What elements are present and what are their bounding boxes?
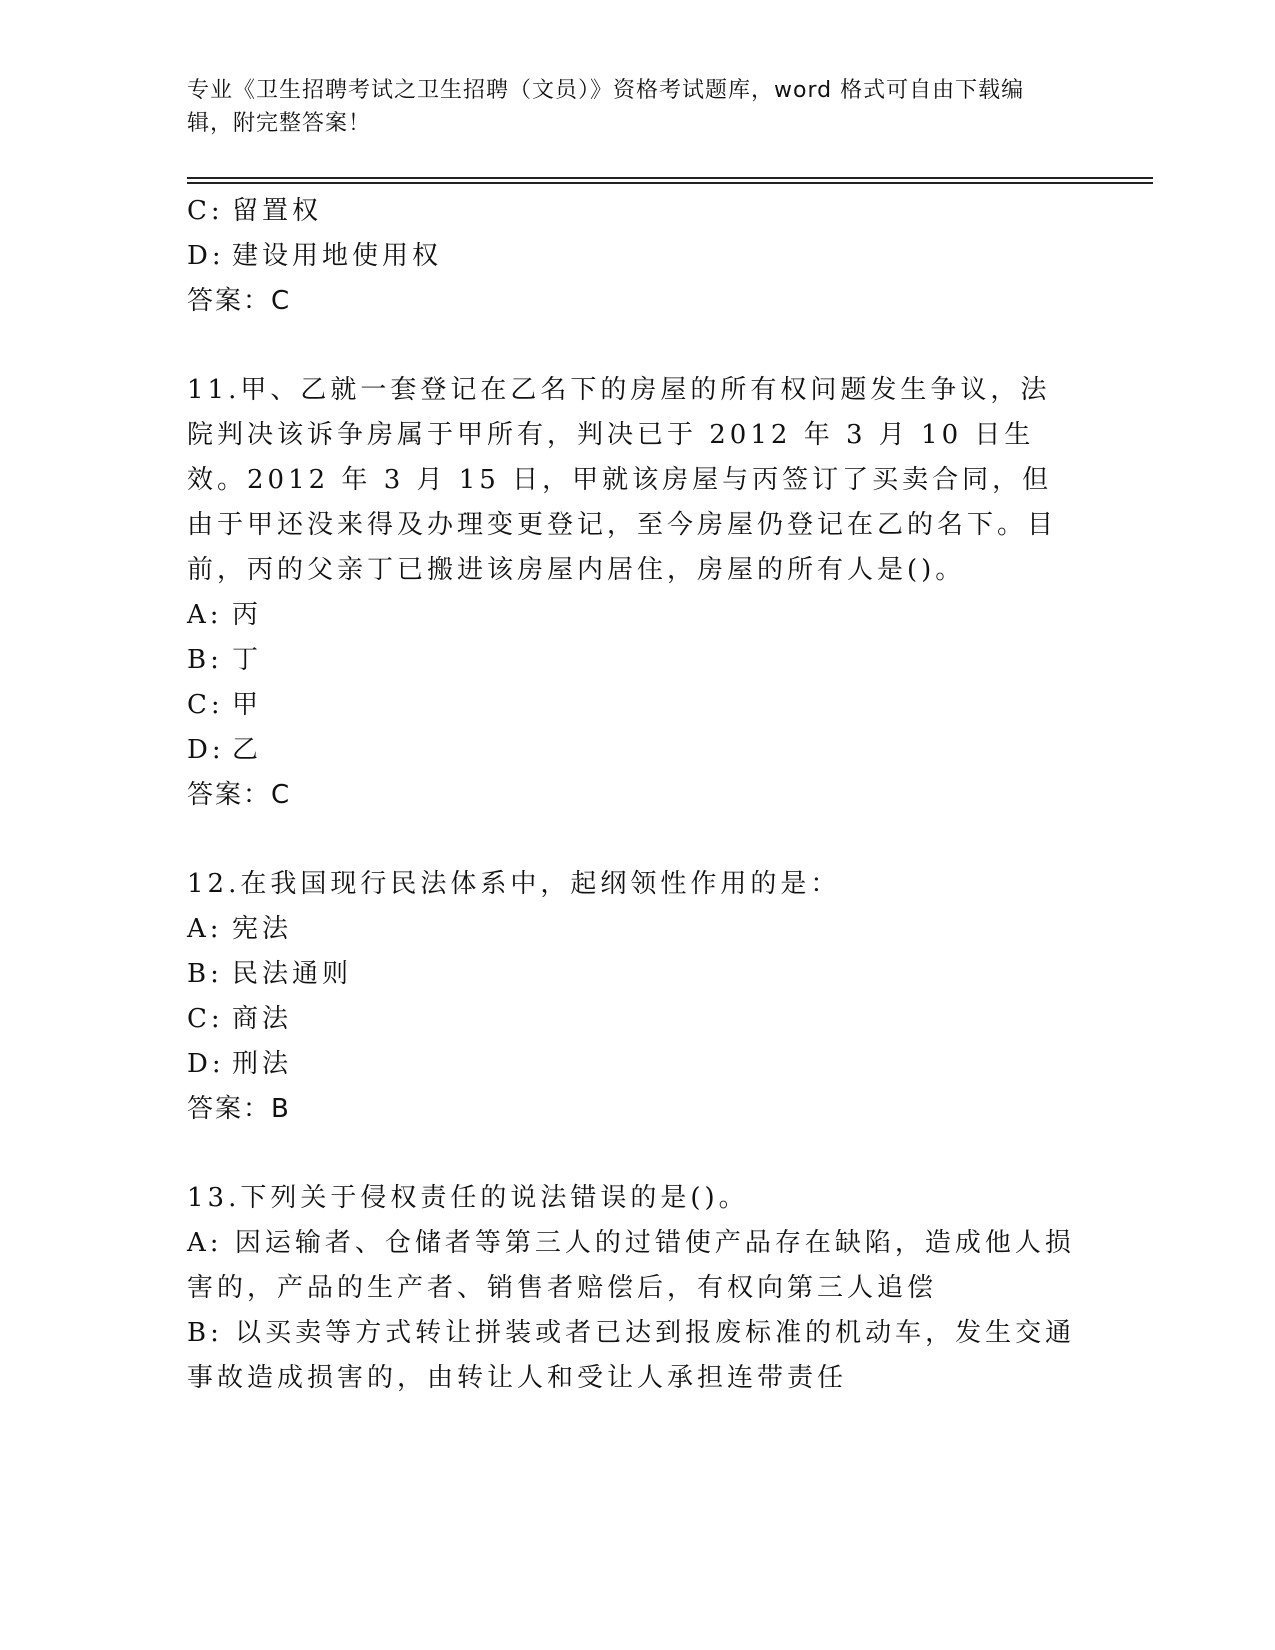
answer-line: 答案：C bbox=[187, 286, 292, 316]
option-text: 以买卖等方式转让拼装或者已达到报废标准的机动车，发生交通事故造成损害的，由转让人和受让人承担连带责任 bbox=[187, 1318, 1076, 1393]
option-c bbox=[187, 189, 1087, 234]
option-text: 民法通则 bbox=[232, 959, 353, 989]
question-text: 13.下列关于侵权责任的说法错误的是()。 bbox=[187, 1183, 749, 1213]
option-text: 因运输者、仓储者等第三人的过错使产品存在缺陷，造成他人损害的，产品的生产者、销售者赔偿后，有权向第三人追偿 bbox=[187, 1228, 1075, 1303]
option-letter: B: bbox=[187, 645, 223, 675]
option-b bbox=[187, 638, 1087, 683]
question-12 bbox=[187, 862, 1087, 1132]
option-letter: A: bbox=[187, 914, 223, 944]
option-a bbox=[187, 907, 1087, 952]
option-text: 丙 bbox=[232, 600, 263, 630]
option-letter: A: bbox=[187, 1228, 223, 1258]
option-letter: B: bbox=[187, 959, 223, 989]
question-13 bbox=[187, 1176, 1087, 1401]
option-a bbox=[187, 593, 1087, 638]
header-divider-top bbox=[187, 177, 1153, 179]
option-letter: D: bbox=[187, 735, 225, 765]
answer-line: 答案：B bbox=[187, 1094, 291, 1124]
answer-line: 答案：C bbox=[187, 780, 292, 810]
question-list bbox=[187, 189, 1087, 1401]
option-letter: C: bbox=[187, 196, 224, 226]
option-text: 乙 bbox=[232, 735, 263, 765]
option-a bbox=[187, 1221, 1077, 1311]
header-divider-bottom bbox=[187, 182, 1153, 184]
option-c bbox=[187, 997, 1087, 1042]
document-header: 专业《卫生招聘考试之卫生招聘（文员）》资格考试题库，word 格式可自由下载编辑，附完整答案！ bbox=[187, 78, 1025, 136]
question-11 bbox=[187, 368, 1087, 818]
option-letter: D: bbox=[187, 1049, 225, 1079]
option-c bbox=[187, 683, 1087, 728]
option-text: 建设用地使用权 bbox=[232, 241, 443, 271]
option-letter: C: bbox=[187, 690, 224, 720]
option-text: 留置权 bbox=[232, 196, 323, 226]
option-text: 商法 bbox=[232, 1004, 293, 1034]
option-text: 丁 bbox=[232, 645, 263, 675]
prev-question-continuation bbox=[187, 189, 1087, 324]
spacer bbox=[187, 324, 1087, 368]
option-letter: D: bbox=[187, 241, 225, 271]
question-text: 11.甲、乙就一套登记在乙名下的房屋的所有权问题发生争议，法院判决该诉争房属于甲所有，判决已于 2012 年 3 月 10 日生效。2012 年 3 月 15 日，甲就该房屋与丙签订了买卖合同，但由于甲还没来得及办理变更登记，至今房屋仍登记在乙的名下。目前，丙的父亲丁已搬进该房屋内居住，房屋的所有人是()。 bbox=[187, 375, 1058, 585]
option-letter: B: bbox=[187, 1318, 223, 1348]
spacer bbox=[187, 818, 1087, 862]
option-d bbox=[187, 234, 1087, 279]
option-text: 宪法 bbox=[232, 914, 293, 944]
option-d bbox=[187, 1042, 1087, 1087]
option-text: 甲 bbox=[232, 690, 263, 720]
question-text: 12.在我国现行民法体系中，起纲领性作用的是： bbox=[187, 869, 841, 899]
option-b bbox=[187, 952, 1087, 997]
option-b bbox=[187, 1311, 1077, 1401]
spacer bbox=[187, 1132, 1087, 1176]
option-text: 刑法 bbox=[232, 1049, 293, 1079]
option-d bbox=[187, 728, 1087, 773]
option-letter: C: bbox=[187, 1004, 224, 1034]
option-letter: A: bbox=[187, 600, 223, 630]
